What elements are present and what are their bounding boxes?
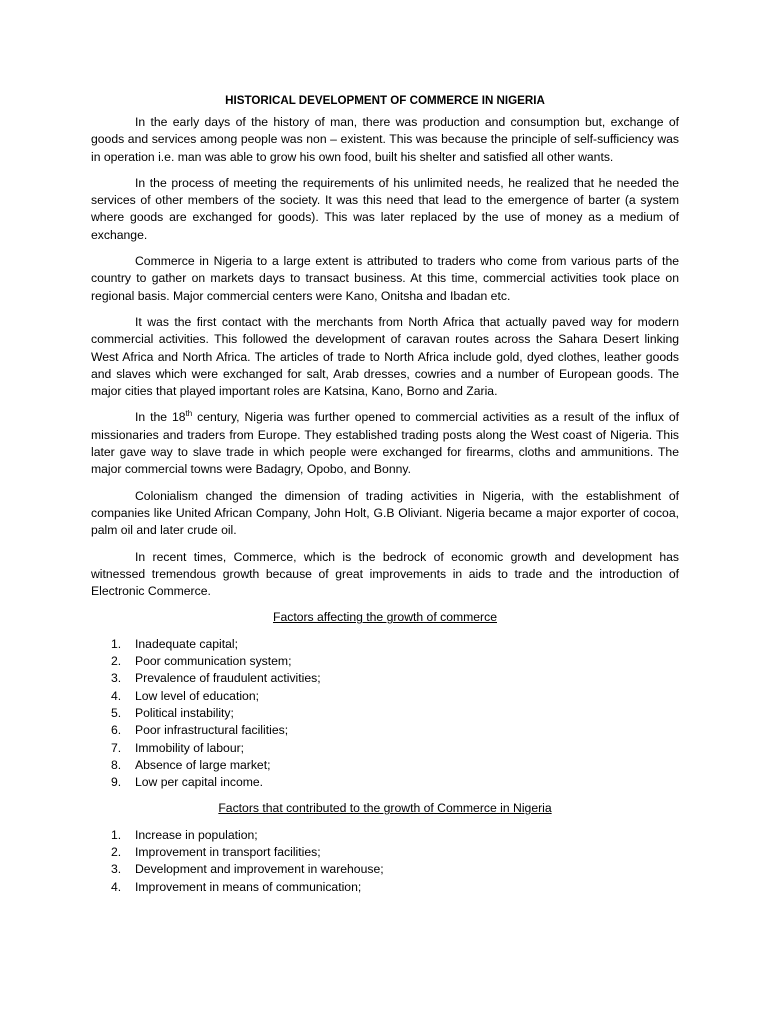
list-number: 8. [111, 757, 122, 772]
list-number: 2. [111, 654, 122, 669]
factors-contributed-list [91, 827, 679, 896]
list-text: Poor infrastructural facilities; [135, 723, 289, 738]
list-number: 3. [111, 671, 122, 686]
list-text: Inadequate capital; [135, 636, 238, 651]
list-text: Low level of education; [135, 688, 259, 703]
paragraph: In recent times, Commerce, which is the bedrock of economic growth and development has witnessed tremendous growth because of great improvements in aids to trade and the introduction of Electronic Commerce. [91, 549, 679, 599]
list-item [91, 861, 679, 878]
list-number: 3. [111, 862, 122, 877]
list-text: Development and improvement in warehouse; [135, 862, 384, 877]
list-item [91, 722, 679, 739]
paragraph: It was the first contact with the merchants from North Africa that actually paved way for modern commercial activities. This followed the development of caravan routes across the Sahara Desert linking West Africa and North Africa. The articles of trade to North Africa include gold, dyed clothes, leather goods and slaves which were exchanged for salt, Arab dresses, cowries and a number of European goods. The major cities that played important roles are Katsina, Kano, Borno and Zaria. [91, 314, 679, 399]
paragraph: Colonialism changed the dimension of trading activities in Nigeria, with the establishment of companies like United African Company, John Holt, G.B Oliviant. Nigeria became a major exporter of cocoa, palm oil and later crude oil. [91, 488, 679, 538]
list-text: Low per capital income. [135, 775, 264, 790]
factors-affecting-list [91, 636, 679, 792]
paragraph-text: century, Nigeria was further opened to commercial activities as a result of the influx of missionaries and traders from Europe. They established trading posts along the West coast of Nigeria. This later gave way to slave trade in which people were exchanged for firearms, cloths and ammunitions. The major commercial towns were Badagry, Opobo, and Bonny. [91, 410, 679, 477]
list-item [91, 705, 679, 722]
list-text: Improvement in transport facilities; [135, 844, 321, 859]
list-item [91, 844, 679, 861]
paragraph: In the process of meeting the requirements of his unlimited needs, he realized that he needed the services of other members of the society. It was this need that lead to the emergence of barter (a system where goods are exchanged for goods). This was later replaced by the use of money as a medium of exchange. [91, 175, 679, 242]
list-text: Absence of large market; [135, 757, 271, 772]
document-body [91, 92, 679, 905]
list-number: 4. [111, 879, 122, 894]
list-item [91, 774, 679, 791]
paragraph: In the early days of the history of man, there was production and consumption but, exchange of goods and services among people was non – existent. This was because the principle of self-sufficiency was in operation i.e. man was able to grow his own food, built his shelter and satisfied all other wants. [91, 115, 679, 164]
list-item [91, 757, 679, 774]
document-title: HISTORICAL DEVELOPMENT OF COMMERCE IN NIGERIA [225, 94, 545, 107]
list-item [91, 653, 679, 670]
list-number: 4. [111, 688, 122, 703]
list-text: Improvement in means of communication; [135, 879, 362, 894]
paragraph-18th-century [91, 409, 679, 478]
superscript: th [185, 409, 193, 419]
list-item [91, 827, 679, 844]
list-number: 5. [111, 705, 122, 720]
list-number: 1. [111, 827, 122, 842]
list-item [91, 670, 679, 687]
section-heading-factors-contributed: Factors that contributed to the growth of Commerce in Nigeria [218, 801, 552, 816]
list-number: 2. [111, 844, 122, 859]
list-number: 6. [111, 723, 122, 738]
list-number: 7. [111, 740, 122, 755]
list-item [91, 740, 679, 757]
section-heading-factors-affecting: Factors affecting the growth of commerce [273, 610, 497, 625]
list-text: Political instability; [135, 705, 234, 720]
list-number: 1. [111, 636, 122, 651]
list-item [91, 879, 679, 896]
paragraph-text: In the 18 [135, 410, 186, 425]
list-text: Increase in population; [135, 827, 258, 842]
list-number: 9. [111, 775, 122, 790]
list-text: Prevalence of fraudulent activities; [135, 671, 321, 686]
list-item [91, 688, 679, 705]
list-text: Poor communication system; [135, 654, 292, 669]
paragraph: Commerce in Nigeria to a large extent is attributed to traders who come from various parts of the country to gather on markets days to transact business. At this time, commercial activities took place on regional basis. Major commercial centers were Kano, Onitsha and Ibadan etc. [91, 254, 679, 303]
list-text: Immobility of labour; [135, 740, 245, 755]
list-item [91, 636, 679, 653]
